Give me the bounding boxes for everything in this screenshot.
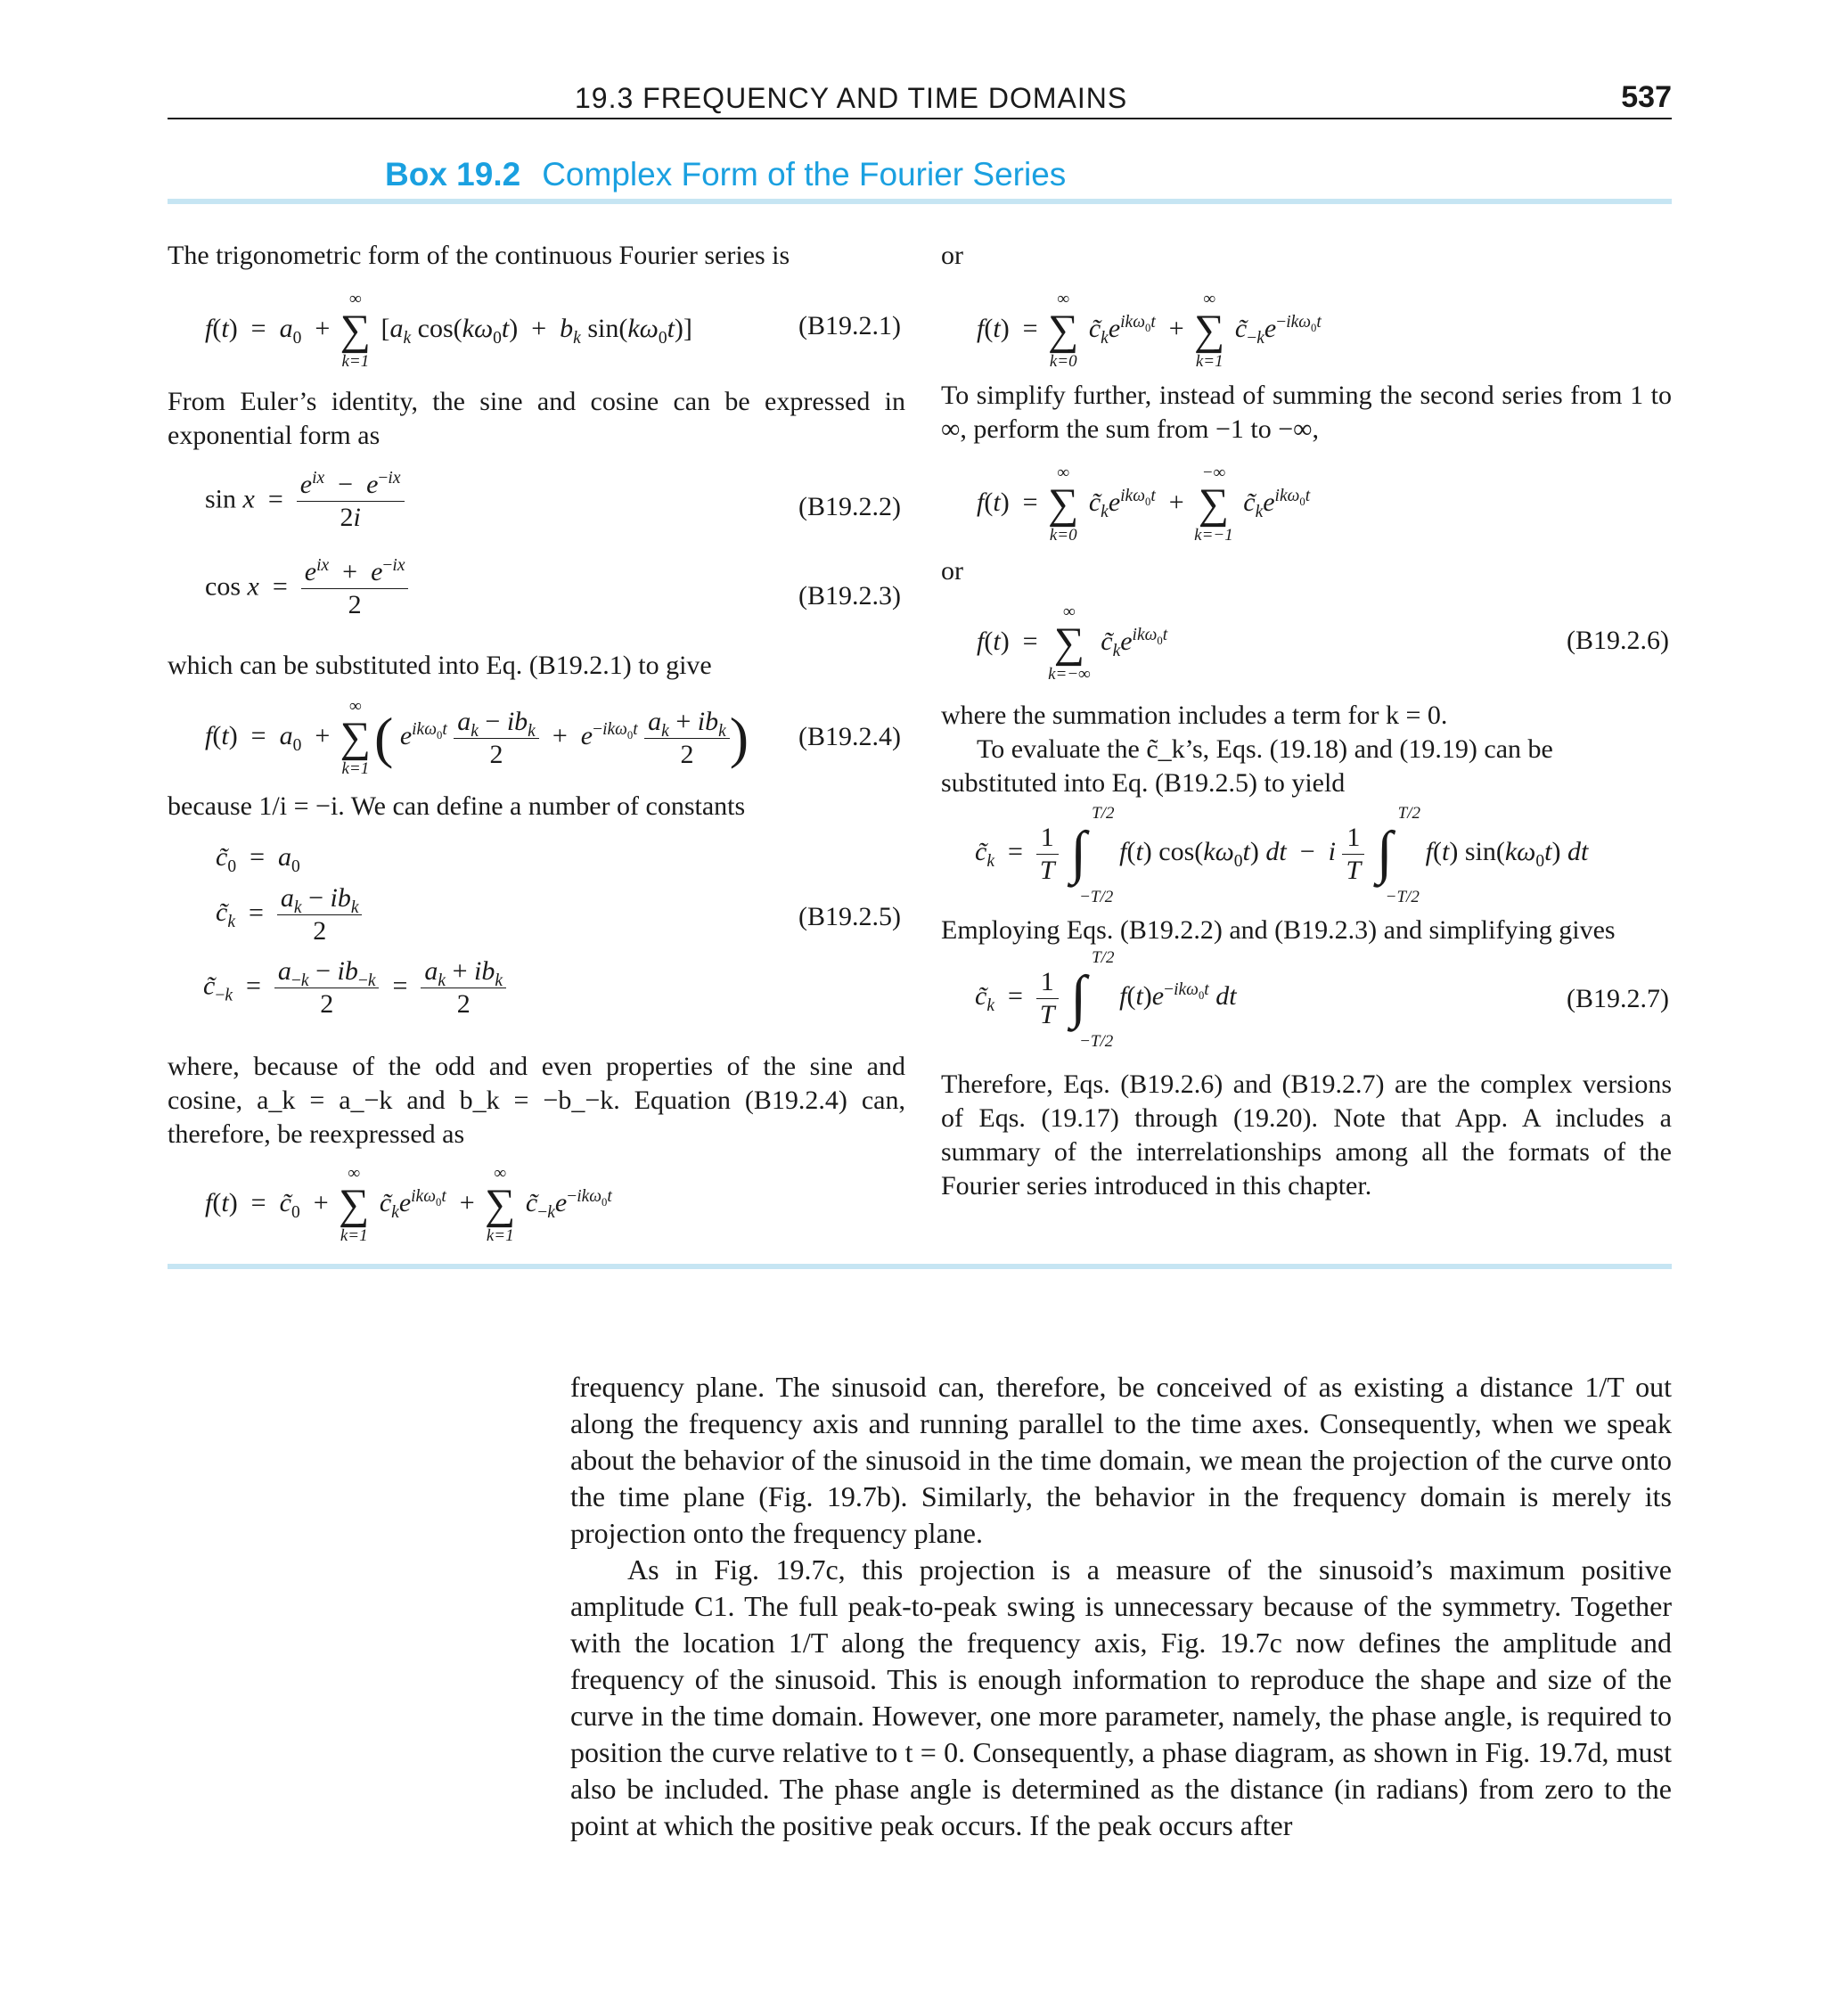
box-heading: Complex Form of the Fourier Series xyxy=(542,156,1067,193)
equation-b19-2-1: $f(t) = a_0$ + ∞ ∑ k=1 [$a_k$ $\cos(k\omega_0t) + b_k$ $\sin(k\omega_0t)$] xyxy=(205,290,692,371)
running-header: 19.3 FREQUENCY AND TIME DOMAINS xyxy=(575,82,1128,114)
equation-b19-2-4: $f(t) = a_0$ + ∞ ∑ k=1 ( $e^{ik\omega_0t}$ $\frac{a_k - ib_k}{2}$ + $e^{-ik\omega_0t}$ $\frac{a_k + ib_k}{2}$ ) xyxy=(205,697,749,778)
right-para-1: To simplify further, instead of summing the second series from 1 to ∞, perform the sum from −1 to −∞, xyxy=(941,381,1672,444)
left-para-3: which can be substituted into Eq. (B19.2.1) to give xyxy=(168,651,712,680)
eq-number-3: (B19.2.3) xyxy=(798,581,901,611)
equation-b19-2-5b: $c̃_k$ = $\frac{a_k - ib_k}{2}$ xyxy=(216,882,362,947)
eq-number-2: (B19.2.2) xyxy=(798,492,901,521)
left-para-2: From Euler’s identity, the sine and cosine can be expressed in exponential form as xyxy=(168,387,905,450)
right-para-2: where the summation includes a term for k = 0. xyxy=(941,701,1448,730)
eq-number-4: (B19.2.4) xyxy=(798,722,901,751)
equation-b19-2-2: sin x = $\frac{e^{ix} - e^{-ix}}{2i}$ xyxy=(205,469,405,534)
equation-left-final: $f(t) = c̃_0$ + ∞ ∑ k=1 $c̃_ke^{ik\omega_0t}$ + ∞ ∑ k=1 $c̃_{-k}e^{-ik\omega_0t}$ xyxy=(205,1164,612,1245)
right-para-4: Employing Eqs. (B19.2.2) and (B19.2.3) and simplifying gives xyxy=(941,915,1616,945)
eq-number-7: (B19.2.7) xyxy=(1567,984,1669,1013)
equation-ck-integral: $c̃_k$ = $\frac{1}{T}$ T/2 ∫ −T/2 f(t) $\cos(k\omega_0t)$ dt − i $\frac{1}{T}$ T/2 ∫ −T/2 f(t) $\sin(k\omega_0t)$ dt xyxy=(975,804,1589,906)
box-title xyxy=(385,156,1066,193)
equation-right-2: f(t) = ∞ ∑ k=0 $c̃_ke^{ik\omega_0t}$ + −∞ ∑ k=−1 $c̃_ke^{ik\omega_0t}$ xyxy=(977,463,1311,545)
left-para-5: where, because of the odd and even properties of the sine and cosine, a_k = a_−k and b_k = −b_−k. Equation (B19.2.4) can, therefore, be reexpressed as xyxy=(168,1052,905,1149)
body-para-1: frequency plane. The sinusoid can, therefore, be conceived of as existing a distance 1/T out along the frequency axis and running parallel to the time axes. Consequently, when we speak about the behavior of the sinusoid in the time domain, we mean the projection of the curve onto the time plane (Fig. 19.7b). Similarly, the behavior in the frequency domain is merely its projection onto the frequency plane. xyxy=(570,1371,1672,1549)
left-para-4: because 1/i = −i. We can define a number of constants xyxy=(168,791,746,821)
right-or-2: or xyxy=(941,556,963,586)
box-label: Box 19.2 xyxy=(385,156,521,193)
page-number: 537 xyxy=(1621,80,1672,114)
equation-b19-2-5c: $c̃_{-k}$ = $\frac{a_{-k} - ib_{-k}}{2}$ = $\frac{a_k + ib_k}{2}$ xyxy=(203,955,506,1020)
eq-number-6: (B19.2.6) xyxy=(1567,626,1669,655)
equation-b19-2-5a: $c̃_0 = a_0$ xyxy=(216,842,300,876)
equation-b19-2-6: f(t) = ∞ ∑ k=−∞ $c̃_ke^{ik\omega_0t}$ xyxy=(977,602,1168,684)
eq-number-1: (B19.2.1) xyxy=(798,311,901,340)
box-top-rule xyxy=(168,199,1672,204)
right-or-1: or xyxy=(941,241,963,270)
right-para-3: To evaluate the c̃_k’s, Eqs. (19.18) and (19.19) can be substituted into Eq. (B19.2.5) to yield xyxy=(941,734,1553,798)
equation-b19-2-7: $c̃_k$ = $\frac{1}{T}$ T/2 ∫ −T/2 $f(t)e^{-ik\omega_0t}$ dt xyxy=(975,948,1237,1051)
left-para-1: The trigonometric form of the continuous Fourier series is xyxy=(168,241,790,270)
equation-b19-2-3: cos x = $\frac{e^{ix} + e^{-ix}}{2}$ xyxy=(205,556,408,621)
equation-right-1: f(t) = ∞ ∑ k=0 $c̃_ke^{ik\omega_0t}$ + ∞ ∑ k=1 $c̃_{-k}e^{-ik\omega_0t}$ xyxy=(977,290,1322,371)
header-rule xyxy=(168,118,1672,119)
box-bottom-rule xyxy=(168,1264,1672,1269)
body-para-2: As in Fig. 19.7c, this projection is a measure of the sinusoid’s maximum positive amplitude C1. The full peak-to-peak swing is unnecessary because of the symmetry. Together with the location 1/T along the frequency axis, Fig. 19.7c now defines the amplitude and frequency of the sinusoid. This is enough information to reproduce the shape and size of the curve in the time domain. However, one more parameter, namely, the phase angle, is required to position the curve relative to t = 0. Consequently, a phase diagram, as shown in Fig. 19.7d, must also be included. The phase angle is determined as the distance (in radians) from zero to the point at which the positive peak occurs. If the peak occurs after xyxy=(570,1553,1672,1841)
right-para-5: Therefore, Eqs. (B19.2.6) and (B19.2.7) are the complex versions of Eqs. (19.17) through (19.20). Note that App. A includes a summary of the interrelationships among all the formats of the Fourier series introduced in this chapter. xyxy=(941,1069,1672,1201)
eq-number-5: (B19.2.5) xyxy=(798,902,901,931)
